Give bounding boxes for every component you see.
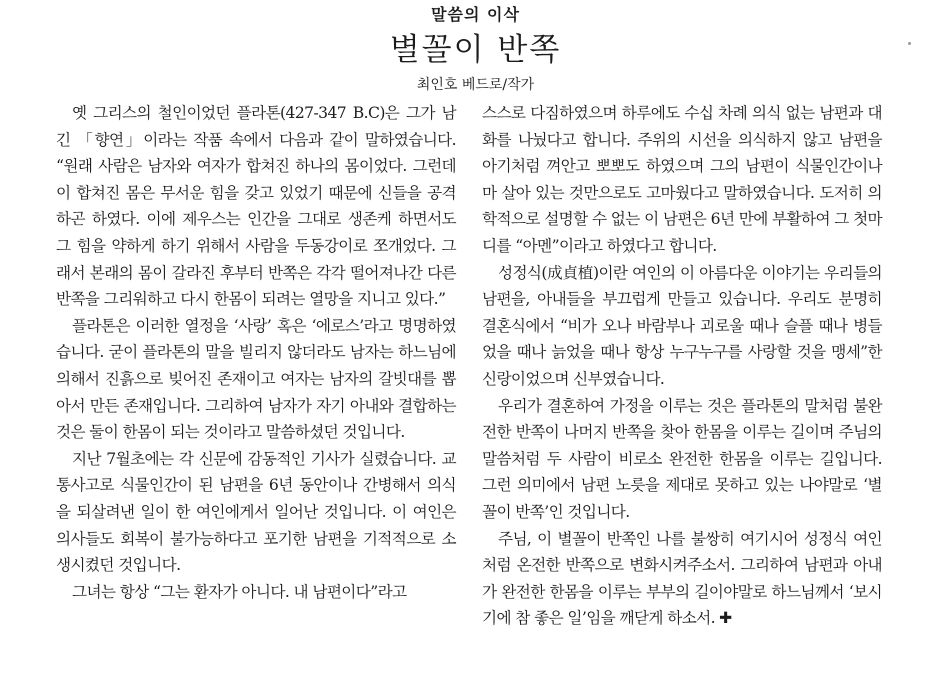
paragraph: 스스로 다짐하였으며 하루에도 수십 차례 의식 없는 남편과 대화를 나눴다고 합니다. 주위의 시선을 의식하지 않고 남편을 아기처럼 껴안고 뽀뽀도 하였으며 그의 남편이 식물인간이나마 살아 있는 것만으로도 고마웠다고 말하였습니다. 도저히 의학적으로 설명할 수 없는 이 남편은 6년 만에 부활하여 그 첫마디를 “아멘”이라고 하였다고 합니다. [482,104,883,255]
paragraph: 옛 그리스의 철인이었던 플라톤(427-347 B.C)은 그가 남긴 「향연」이라는 작품 속에서 다음과 같이 말하였습니다. “원래 사람은 남자와 여자가 합쳐진 하나의 몸이었다. 그런데 이 합쳐진 몸은 무서운 힘을 갖고 있었기 때문에 신들을 공격하곤 하였다. 이에 제우스는 인간을 그대로 생존케 하면서도 그 힘을 약하게 하기 위해서 사람을 두동강이로 쪼개었다. 그래서 본래의 몸이 갈라진 후부터 반쪽은 각각 떨어져나간 다른 반쪽을 그리워하고 다시 한몸이 되려는 열망을 지니고 있다.” [56,104,456,309]
left-column [56,100,456,605]
right-column [482,100,882,632]
paragraph: 지난 7월초에는 각 신문에 감동적인 기사가 실렸습니다. 교통사고로 식물인간이 된 남편을 6년 동안이나 간병해서 의식을 되살려낸 일이 한 여인에게서 일어난 것입니다. 이 여인은 의사들도 회복이 불가능하다고 포기한 남편을 기적적으로 소생시켰던 것입니다. [56,449,456,575]
margin-dot [908,42,911,45]
paragraph: 성정식(成貞植)이란 여인의 이 아름다운 이야기는 우리들의 남편을, 아내들을 부끄럽게 만들고 있습니다. 우리도 분명히 결혼식에서 “비가 오나 바람부나 괴로울 때나 슬플 때나 병들었을 때나 늙었을 때나 항상 누구누구를 사랑할 것을 맹세”한 신랑이었으며 신부였습니다. [482,263,882,388]
end-cross-icon: ✚ [719,609,732,628]
column-kicker: 말씀의 이삭 [431,5,520,24]
paragraph-last [482,526,882,632]
paragraph: 플라톤은 이러한 열정을 ‘사랑’ 혹은 ‘에로스’라고 명명하였습니다. 굳이 플라톤의 말을 빌리지 않더라도 남자는 하느님에 의해서 진흙으로 빚어진 존재이고 여자는 남자의 갈빗대를 뽑아서 만든 존재입니다. 그리하여 남자가 자기 아내와 결합하는 것은 둘이 한몸이 되는 것이라고 말씀하셨던 것입니다. [56,316,456,442]
article-header [0,0,951,100]
paragraph: 우리가 결혼하여 가정을 이루는 것은 플라톤의 말처럼 불완전한 반쪽이 나머지 반쪽을 찾아 한몸을 이루는 길이며 주님의 말씀처럼 두 사람이 비로소 완전한 한몸을 이루는 길입니다. 그런 의미에서 남편 노릇을 제대로 못하고 있는 나야말로 ‘별꼴이 반쪽’인 것입니다. [482,396,882,521]
article-title: 별꼴이 반쪽 [389,32,562,68]
paragraph-text: 주님, 이 별꼴이 반쪽인 나를 불쌍히 여기시어 성정식 여인처럼 온전한 반쪽으로 변화시켜주소서. 그리하여 남편과 아내가 완전한 한몸을 이루는 부부의 길이야말로 하느님께서 ‘보시기에 참 좋은 일’임을 깨닫게 하소서. [482,529,882,628]
paragraph: 그녀는 항상 “그는 환자가 아니다. 내 남편이다”라고 [72,582,407,601]
article-author: 최인호 베드로/작가 [416,77,535,93]
